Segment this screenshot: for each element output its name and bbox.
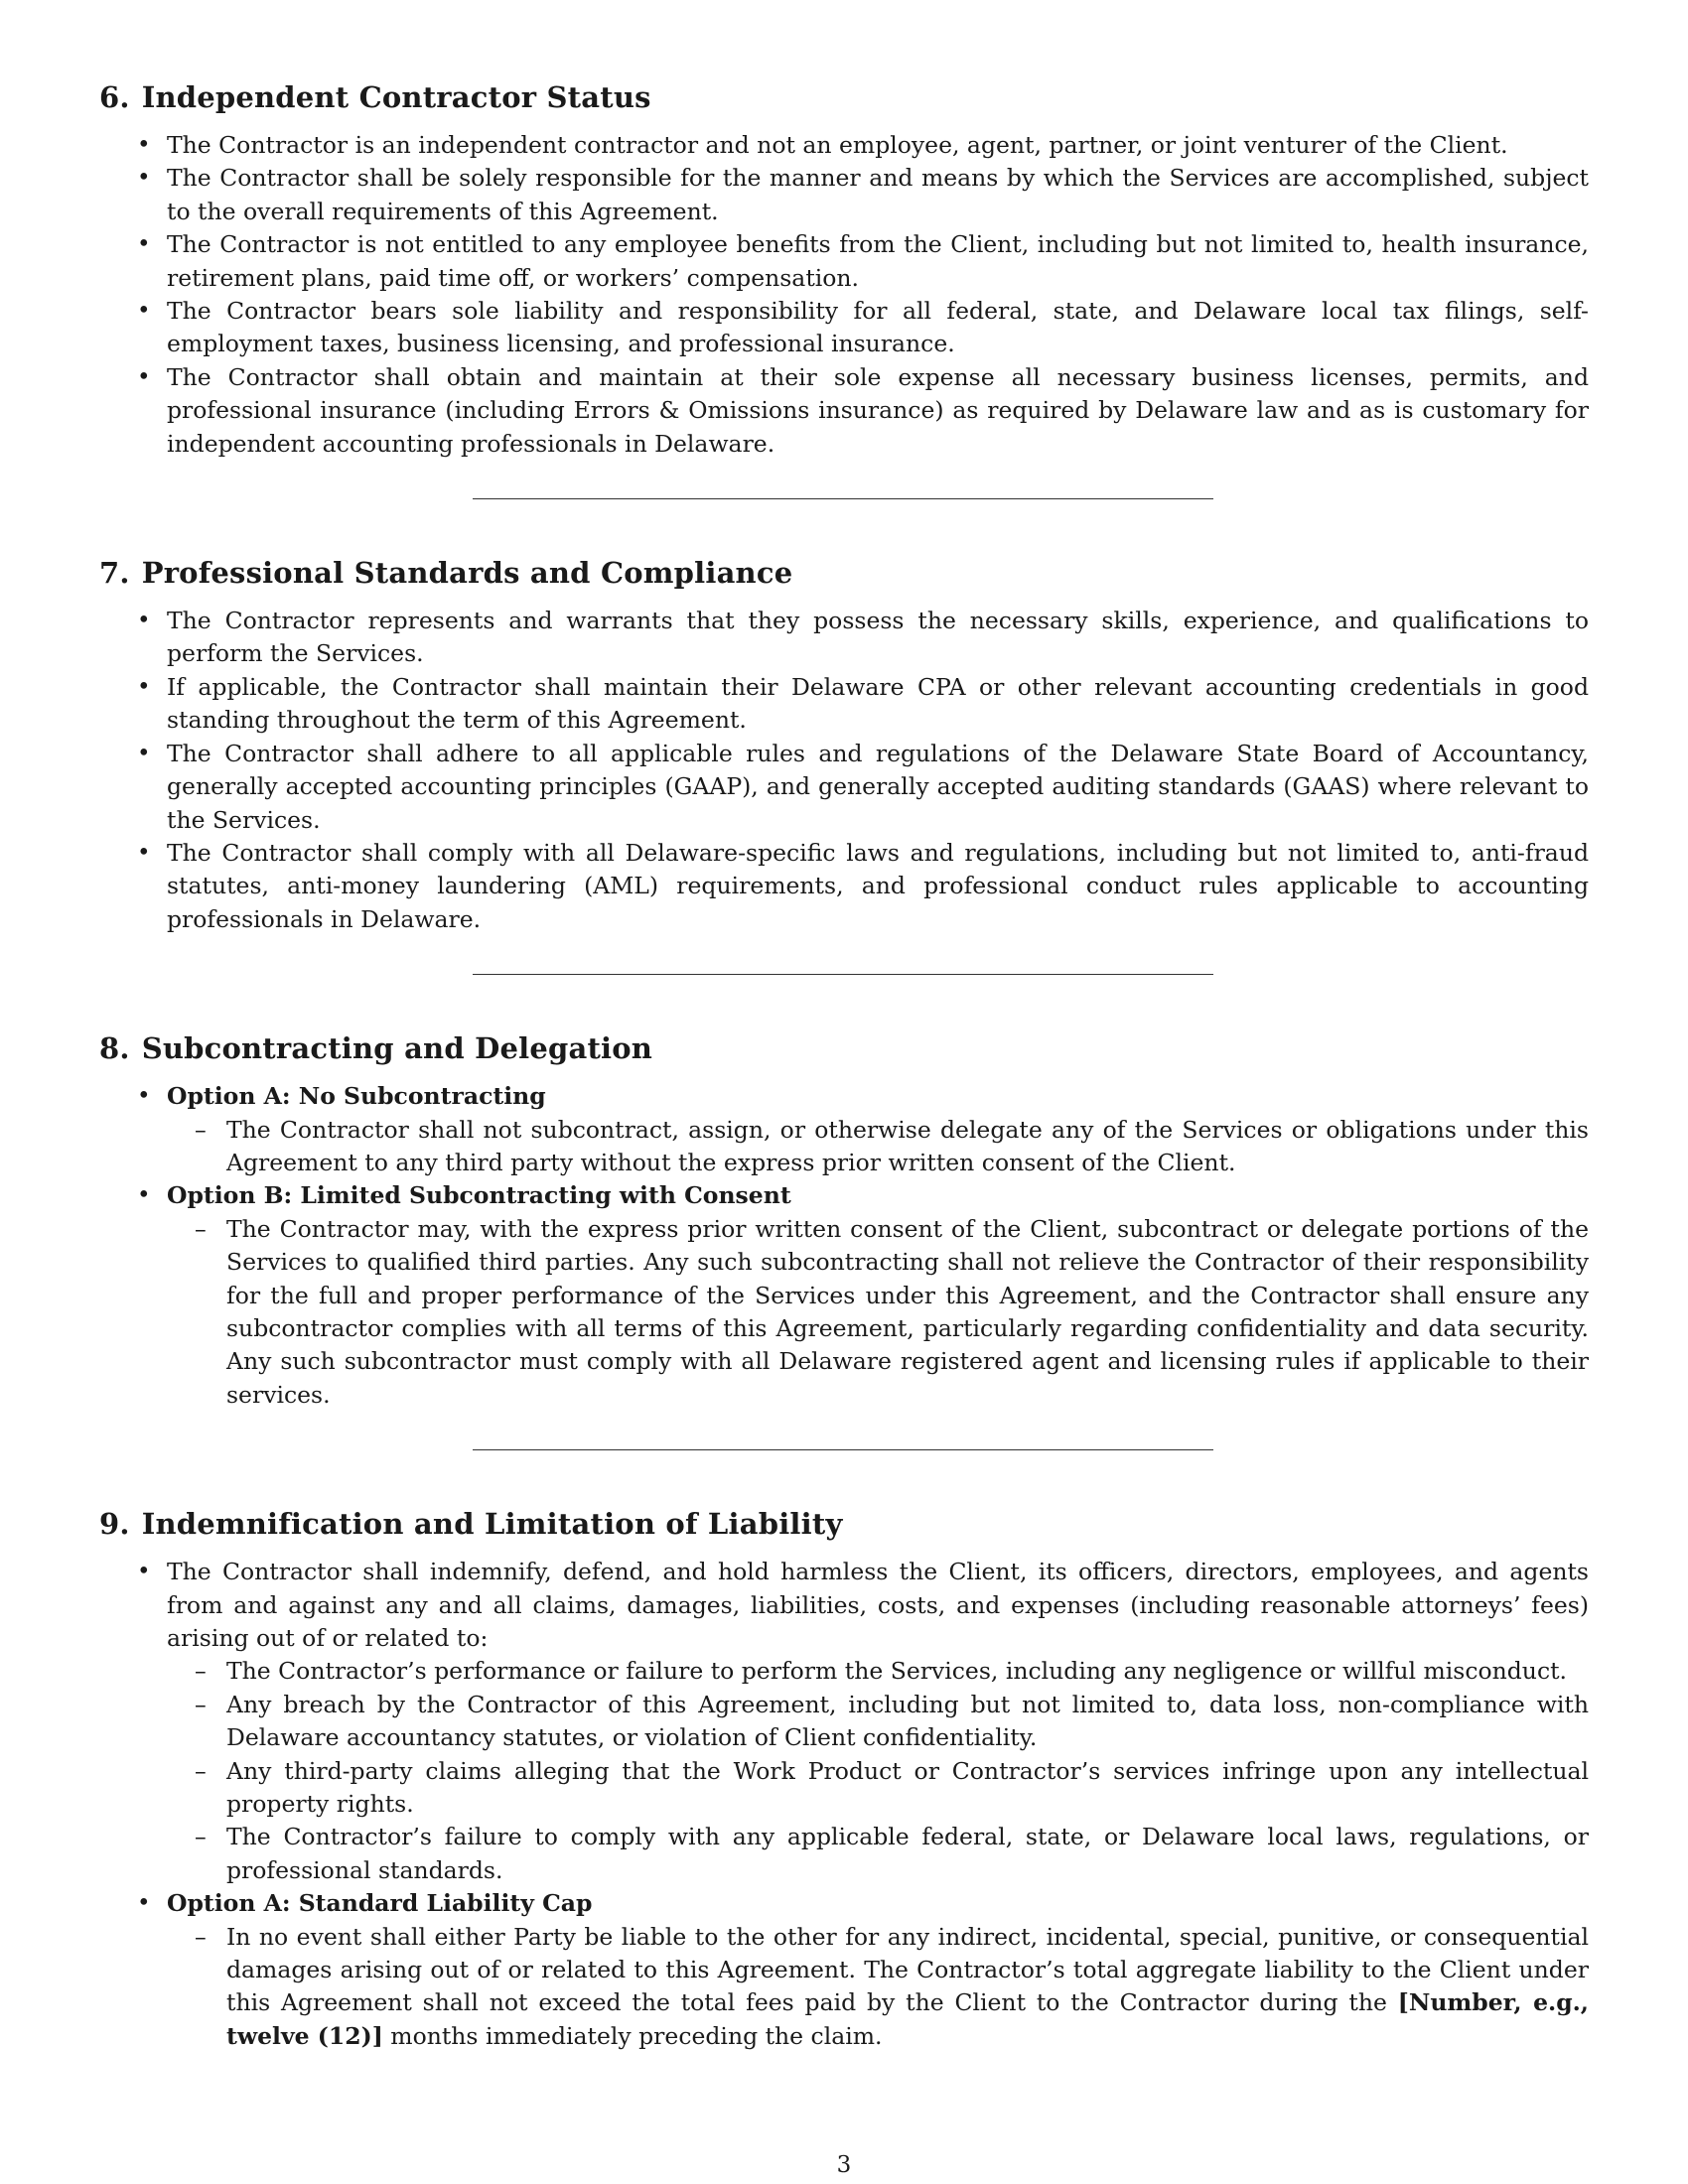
indemnification-intro: The Contractor shall indemnify, defend, and hold harmless the Client, its officers, directors, employees, and agents from and against any and all claims, damages, liabilities, costs, and expenses (including reasonable attorneys’ fees) arising out of or related to: — [167, 1558, 1589, 1652]
option-label: Option A: Standard Liability Cap — [167, 1889, 593, 1918]
section-divider — [473, 974, 1213, 975]
sub-list-item: – Any third-party claims alleging that the Work Product or Contractor’s services infringe upon any intellectual property rights. — [167, 1755, 1589, 1822]
section-number: 9. — [99, 1507, 130, 1542]
list-item: • The Contractor shall be solely responsible for the manner and means by which the Services are accomplished, subject to the overall requirements of this Agreement. — [99, 162, 1589, 228]
document-page — [99, 79, 1589, 2053]
section-heading — [99, 555, 1589, 591]
section-divider — [473, 498, 1213, 499]
list-item — [99, 1887, 1589, 2053]
section-number: 7. — [99, 556, 130, 591]
section-9 — [99, 1506, 1589, 2053]
section-title: Indemnification and Limitation of Liability — [141, 1507, 843, 1542]
option-label: Option B: Limited Subcontracting with Consent — [167, 1181, 791, 1210]
section-7 — [99, 555, 1589, 936]
list-item: • If applicable, the Contractor shall maintain their Delaware CPA or other relevant accounting credentials in good standing throughout the term of this Agreement. — [99, 671, 1589, 738]
sub-list — [167, 1655, 1589, 1887]
bullet-list — [99, 605, 1589, 936]
list-item: • The Contractor bears sole liability and responsibility for all federal, state, and Delaware local tax filings, self-employment taxes, business licensing, and professional insurance. — [99, 295, 1589, 361]
section-divider — [473, 1449, 1213, 1450]
liability-cap-text-end: months immediately preceding the claim. — [382, 2021, 883, 2050]
placeholder-field: [Number, e.g., twelve (12)] — [226, 1988, 1589, 2050]
sub-list — [167, 1921, 1589, 2054]
bullet-list — [99, 1556, 1589, 2053]
bullet-list — [99, 129, 1589, 461]
section-number: 6. — [99, 80, 130, 114]
sub-list-item — [167, 1921, 1589, 2054]
list-item — [99, 1080, 1589, 1179]
sub-list-item: – The Contractor’s performance or failure to perform the Services, including any negligence or willful misconduct. — [167, 1655, 1589, 1688]
section-heading — [99, 79, 1589, 115]
section-heading — [99, 1506, 1589, 1542]
page-number: 3 — [836, 2152, 852, 2178]
section-6 — [99, 79, 1589, 461]
option-label: Option A: No Subcontracting — [167, 1082, 546, 1111]
list-item: • The Contractor is not entitled to any employee benefits from the Client, including but not limited to, health insurance, retirement plans, paid time off, or workers’ compensation. — [99, 228, 1589, 295]
sub-list-item: – The Contractor’s failure to comply with any applicable federal, state, or Delaware local laws, regulations, or professional standards. — [167, 1821, 1589, 1887]
list-item: • The Contractor is an independent contractor and not an employee, agent, partner, or joint venturer of the Client. — [99, 129, 1589, 162]
list-item: • The Contractor shall obtain and maintain at their sole expense all necessary business licenses, permits, and professional insurance (including Errors & Omissions insurance) as required by Delaware law and as is customary for independent accounting professionals in Delaware. — [99, 361, 1589, 461]
section-number: 8. — [99, 1031, 130, 1066]
sub-list-item: – Any breach by the Contractor of this Agreement, including but not limited to, data loss, non-compliance with Delaware accountancy statutes, or violation of Client confidentiality. — [167, 1689, 1589, 1755]
list-item: • The Contractor represents and warrants that they possess the necessary skills, experience, and qualifications to perform the Services. — [99, 605, 1589, 671]
list-item — [99, 1179, 1589, 1412]
section-heading — [99, 1030, 1589, 1066]
bullet-list — [99, 1080, 1589, 1412]
section-title: Independent Contractor Status — [141, 80, 651, 114]
section-8 — [99, 1030, 1589, 1412]
sub-list — [167, 1213, 1589, 1412]
sub-list-item: – The Contractor may, with the express prior written consent of the Client, subcontract or delegate portions of the Services to qualified third parties. Any such subcontracting shall not relieve the Contractor of their responsibility for the full and proper performance of the Services under this Agreement, and the Contractor shall ensure any subcontractor complies with all terms of this Agreement, particularly regarding confidentiality and data security. Any such subcontractor must comply with all Delaware registered agent and licensing rules if applicable to their services. — [167, 1213, 1589, 1412]
list-item — [99, 1556, 1589, 1887]
section-title: Subcontracting and Delegation — [141, 1031, 653, 1066]
sub-list — [167, 1114, 1589, 1180]
list-item: • The Contractor shall adhere to all applicable rules and regulations of the Delaware State Board of Accountancy, generally accepted accounting principles (GAAP), and generally accepted auditing standards (GAAS) where relevant to the Services. — [99, 738, 1589, 837]
sub-list-item: – The Contractor shall not subcontract, assign, or otherwise delegate any of the Services or obligations under this Agreement to any third party without the express prior written consent of the Client. — [167, 1114, 1589, 1180]
section-title: Professional Standards and Compliance — [141, 556, 793, 591]
liability-cap-text: In no event shall either Party be liable to the other for any indirect, incidental, special, punitive, or consequential damages arising out of or related to this Agreement. The Contractor’s total aggregate liability to the Client under this Agreement shall not exceed the total fees paid by the Client to the Contractor during the — [226, 1922, 1589, 2017]
list-item: • The Contractor shall comply with all Delaware-specific laws and regulations, including but not limited to, anti-fraud statutes, anti-money laundering (AML) requirements, and professional conduct rules applicable to accounting professionals in Delaware. — [99, 837, 1589, 936]
